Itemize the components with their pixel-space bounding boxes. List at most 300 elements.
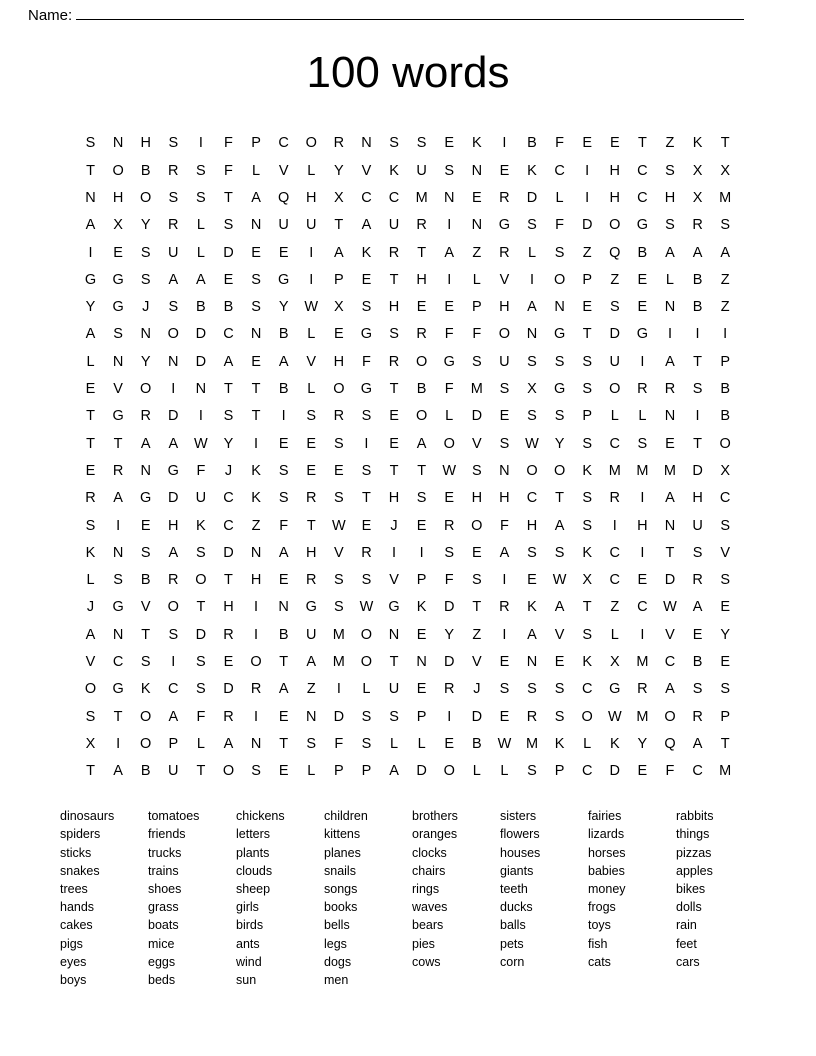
grid-cell[interactable]: R — [388, 353, 400, 370]
grid-cell[interactable]: N — [664, 408, 676, 425]
grid-cell[interactable]: C — [609, 544, 621, 561]
grid-cell[interactable]: D — [692, 462, 703, 479]
grid-cell[interactable]: F — [224, 162, 233, 179]
grid-cell[interactable]: S — [499, 435, 510, 452]
word-list-item[interactable]: waves — [412, 900, 448, 915]
grid-cell[interactable]: E — [665, 435, 675, 452]
word-list-item[interactable]: mice — [148, 936, 175, 951]
word-list-item[interactable]: chairs — [412, 863, 446, 878]
grid-cell[interactable]: S — [527, 217, 537, 234]
word-list-item[interactable]: fairies — [588, 809, 622, 824]
grid-cell[interactable]: P — [471, 299, 482, 316]
grid-cell[interactable]: E — [499, 408, 510, 425]
grid-cell[interactable]: R — [416, 217, 427, 234]
word-list-item[interactable]: tomatoes — [148, 809, 200, 824]
grid-cell[interactable]: D — [609, 326, 621, 343]
grid-cell[interactable]: S — [582, 626, 593, 643]
grid-cell[interactable]: T — [693, 353, 702, 370]
grid-cell[interactable]: S — [223, 408, 234, 425]
grid-cell[interactable]: G — [112, 299, 124, 316]
grid-cell[interactable]: E — [444, 299, 455, 316]
word-list-item[interactable]: grass — [148, 900, 179, 915]
grid-cell[interactable]: K — [527, 599, 537, 616]
grid-cell[interactable]: F — [362, 353, 371, 370]
grid-cell[interactable]: C — [223, 326, 234, 343]
grid-cell[interactable]: Q — [664, 735, 676, 752]
grid-cell[interactable]: I — [502, 626, 507, 643]
grid-cell[interactable]: D — [333, 708, 345, 725]
grid-cell[interactable]: S — [168, 189, 179, 206]
word-list-item[interactable]: sheep — [236, 881, 271, 896]
grid-cell[interactable]: N — [278, 599, 289, 616]
grid-cell[interactable]: K — [609, 735, 620, 752]
grid-cell[interactable]: S — [471, 462, 482, 479]
grid-cell[interactable]: A — [85, 626, 96, 643]
word-list-item[interactable]: ducks — [500, 900, 533, 915]
grid-cell[interactable]: C — [637, 599, 648, 616]
grid-cell[interactable]: N — [112, 135, 124, 152]
grid-cell[interactable]: F — [334, 735, 344, 752]
grid-cell[interactable]: O — [553, 462, 566, 479]
grid-cell[interactable]: S — [637, 435, 648, 452]
name-input-line[interactable] — [76, 4, 744, 20]
grid-cell[interactable]: B — [196, 299, 206, 316]
grid-cell[interactable]: G — [112, 599, 124, 616]
grid-cell[interactable]: N — [250, 326, 262, 343]
grid-cell[interactable]: N — [112, 626, 124, 643]
word-list-item[interactable]: spiders — [60, 827, 101, 842]
grid-cell[interactable]: E — [251, 353, 261, 370]
grid-cell[interactable]: E — [361, 517, 372, 534]
grid-cell[interactable]: V — [389, 572, 399, 589]
grid-cell[interactable]: P — [251, 135, 261, 152]
grid-cell[interactable]: I — [281, 408, 286, 425]
grid-cell[interactable]: S — [527, 353, 537, 370]
grid-cell[interactable]: C — [692, 763, 703, 780]
grid-cell[interactable]: S — [665, 217, 675, 234]
grid-cell[interactable]: L — [527, 244, 537, 261]
grid-cell[interactable]: S — [389, 708, 399, 725]
grid-cell[interactable]: R — [637, 381, 648, 398]
grid-cell[interactable]: M — [636, 654, 649, 671]
grid-cell[interactable]: S — [692, 381, 703, 398]
word-list-item[interactable]: money — [588, 881, 626, 896]
grid-cell[interactable]: S — [554, 353, 565, 370]
grid-cell[interactable]: S — [665, 162, 675, 179]
grid-cell[interactable]: V — [471, 435, 482, 452]
grid-cell[interactable]: O — [250, 654, 262, 671]
grid-cell[interactable]: K — [582, 544, 593, 561]
grid-cell[interactable]: S — [196, 162, 206, 179]
grid-cell[interactable]: I — [254, 599, 259, 616]
word-list-item[interactable]: girls — [236, 900, 259, 915]
grid-cell[interactable]: P — [361, 763, 372, 780]
grid-cell[interactable]: R — [306, 490, 317, 507]
grid-cell[interactable]: S — [527, 763, 537, 780]
word-list-item[interactable]: oranges — [412, 827, 458, 842]
grid-cell[interactable]: O — [719, 435, 731, 452]
grid-cell[interactable]: E — [692, 626, 703, 643]
grid-cell[interactable]: T — [720, 135, 730, 152]
grid-cell[interactable]: P — [416, 572, 427, 589]
grid-cell[interactable]: T — [417, 462, 427, 479]
word-list-item[interactable]: boys — [60, 972, 87, 987]
word-list-item[interactable]: feet — [676, 936, 697, 951]
grid-cell[interactable]: U — [195, 490, 207, 507]
grid-cell[interactable]: I — [171, 654, 176, 671]
word-list-item[interactable]: babies — [588, 863, 625, 878]
grid-cell[interactable]: C — [554, 162, 565, 179]
grid-cell[interactable]: R — [692, 217, 703, 234]
grid-cell[interactable]: S — [196, 544, 206, 561]
grid-cell[interactable]: A — [334, 244, 344, 261]
grid-cell[interactable]: R — [609, 490, 621, 507]
grid-cell[interactable]: E — [637, 299, 648, 316]
word-list-item[interactable]: chickens — [236, 809, 285, 824]
grid-cell[interactable]: S — [720, 681, 730, 698]
grid-cell[interactable]: S — [140, 544, 151, 561]
grid-cell[interactable]: Y — [223, 435, 234, 452]
grid-cell[interactable]: P — [334, 763, 344, 780]
grid-cell[interactable]: S — [582, 381, 593, 398]
grid-cell[interactable]: W — [442, 462, 457, 479]
grid-cell[interactable]: H — [499, 490, 510, 507]
grid-cell[interactable]: V — [471, 654, 482, 671]
grid-cell[interactable]: O — [471, 517, 483, 534]
grid-cell[interactable]: A — [223, 735, 234, 752]
grid-cell[interactable]: X — [334, 299, 344, 316]
grid-cell[interactable]: S — [692, 681, 703, 698]
word-list-item[interactable]: boats — [148, 918, 179, 933]
grid-cell[interactable]: Q — [278, 189, 290, 206]
grid-cell[interactable]: I — [640, 490, 645, 507]
grid-cell[interactable]: B — [527, 135, 537, 152]
grid-cell[interactable]: N — [471, 217, 483, 234]
grid-cell[interactable]: B — [140, 572, 151, 589]
grid-cell[interactable]: M — [663, 462, 677, 479]
grid-cell[interactable]: E — [306, 462, 317, 479]
grid-cell[interactable]: H — [112, 189, 124, 206]
grid-cell[interactable]: L — [196, 217, 205, 234]
grid-cell[interactable]: L — [610, 408, 619, 425]
grid-cell[interactable]: V — [306, 353, 317, 370]
grid-cell[interactable]: O — [443, 435, 455, 452]
grid-cell[interactable]: O — [305, 135, 317, 152]
grid-cell[interactable]: A — [278, 544, 289, 561]
grid-cell[interactable]: L — [472, 271, 481, 288]
word-list-item[interactable]: cakes — [60, 918, 93, 933]
grid-cell[interactable]: X — [113, 217, 123, 234]
word-list-item[interactable]: rain — [676, 918, 697, 933]
grid-cell[interactable]: D — [195, 353, 207, 370]
grid-cell[interactable]: C — [609, 572, 621, 589]
grid-cell[interactable]: T — [86, 408, 95, 425]
grid-cell[interactable]: E — [499, 162, 510, 179]
word-list-item[interactable]: corn — [500, 954, 525, 969]
grid-cell[interactable]: O — [140, 735, 152, 752]
grid-cell[interactable]: O — [167, 599, 179, 616]
grid-cell[interactable]: A — [278, 353, 289, 370]
grid-cell[interactable]: S — [334, 599, 344, 616]
word-list-item[interactable]: teeth — [500, 881, 528, 896]
grid-cell[interactable]: T — [555, 490, 565, 507]
grid-cell[interactable]: O — [360, 654, 373, 671]
grid-cell[interactable]: L — [638, 408, 647, 425]
grid-cell[interactable]: B — [278, 381, 289, 398]
grid-cell[interactable]: I — [447, 708, 452, 725]
grid-cell[interactable]: T — [251, 381, 261, 398]
grid-cell[interactable]: I — [640, 626, 645, 643]
grid-cell[interactable]: H — [637, 517, 648, 534]
grid-cell[interactable]: S — [168, 135, 179, 152]
grid-cell[interactable]: Z — [306, 681, 316, 698]
grid-cell[interactable]: C — [168, 681, 179, 698]
grid-cell[interactable]: P — [168, 735, 179, 752]
grid-cell[interactable]: O — [360, 626, 373, 643]
grid-cell[interactable]: N — [361, 135, 372, 152]
grid-cell[interactable]: H — [140, 135, 151, 152]
grid-cell[interactable]: Y — [140, 217, 151, 234]
grid-cell[interactable]: V — [554, 626, 565, 643]
grid-cell[interactable]: U — [692, 517, 703, 534]
grid-cell[interactable]: N — [168, 353, 179, 370]
grid-cell[interactable]: O — [140, 708, 152, 725]
grid-cell[interactable]: S — [196, 654, 206, 671]
grid-cell[interactable]: U — [416, 162, 427, 179]
grid-cell[interactable]: J — [224, 462, 233, 479]
grid-cell[interactable]: Y — [720, 626, 730, 643]
grid-cell[interactable]: X — [527, 381, 537, 398]
grid-cell[interactable]: N — [526, 326, 538, 343]
grid-cell[interactable]: B — [637, 244, 648, 261]
word-list-item[interactable]: beds — [148, 972, 176, 987]
grid-cell[interactable]: B — [471, 735, 482, 752]
word-list-item[interactable]: dinosaurs — [60, 809, 115, 824]
grid-cell[interactable]: S — [527, 408, 537, 425]
grid-cell[interactable]: S — [499, 381, 510, 398]
grid-cell[interactable]: I — [447, 271, 452, 288]
grid-cell[interactable]: S — [306, 408, 317, 425]
grid-cell[interactable]: L — [252, 162, 261, 179]
word-list-item[interactable]: kittens — [324, 827, 361, 842]
word-list-item[interactable]: horses — [588, 845, 626, 860]
grid-cell[interactable]: R — [112, 462, 124, 479]
grid-cell[interactable]: E — [278, 763, 289, 780]
grid-cell[interactable]: T — [693, 435, 702, 452]
grid-cell[interactable]: W — [332, 517, 346, 534]
grid-cell[interactable]: I — [254, 626, 259, 643]
grid-cell[interactable]: F — [665, 763, 675, 780]
grid-cell[interactable]: S — [471, 353, 482, 370]
grid-cell[interactable]: E — [637, 572, 648, 589]
grid-cell[interactable]: F — [224, 135, 233, 152]
grid-cell[interactable]: D — [471, 708, 483, 725]
grid-cell[interactable]: S — [278, 490, 289, 507]
grid-cell[interactable]: M — [332, 654, 345, 671]
grid-cell[interactable]: N — [112, 353, 124, 370]
grid-cell[interactable]: I — [116, 517, 121, 534]
grid-cell[interactable]: N — [85, 189, 96, 206]
grid-cell[interactable]: S — [554, 544, 565, 561]
grid-cell[interactable]: S — [85, 135, 96, 152]
grid-cell[interactable]: M — [525, 735, 539, 752]
grid-cell[interactable]: K — [361, 244, 372, 261]
grid-cell[interactable]: D — [223, 681, 234, 698]
word-list-item[interactable]: pizzas — [676, 845, 712, 860]
word-list-item[interactable]: sticks — [60, 845, 92, 860]
grid-cell[interactable]: S — [334, 435, 344, 452]
grid-cell[interactable]: N — [250, 217, 262, 234]
grid-cell[interactable]: D — [526, 189, 538, 206]
word-list-item[interactable]: bears — [412, 918, 444, 933]
grid-cell[interactable]: C — [361, 189, 372, 206]
grid-cell[interactable]: W — [525, 435, 539, 452]
grid-cell[interactable]: P — [582, 271, 593, 288]
grid-cell[interactable]: A — [665, 244, 675, 261]
grid-cell[interactable]: E — [389, 435, 399, 452]
word-list-item[interactable]: sun — [236, 972, 257, 987]
word-list-item[interactable]: toys — [588, 918, 611, 933]
grid-cell[interactable]: E — [637, 271, 648, 288]
grid-cell[interactable]: T — [582, 326, 592, 343]
grid-cell[interactable]: I — [585, 189, 590, 206]
grid-cell[interactable]: L — [665, 271, 674, 288]
grid-cell[interactable]: D — [664, 572, 676, 589]
grid-cell[interactable]: F — [444, 572, 454, 589]
word-list-item[interactable]: books — [324, 900, 358, 915]
grid-cell[interactable]: O — [140, 381, 152, 398]
grid-cell[interactable]: T — [113, 435, 123, 452]
grid-cell[interactable]: S — [306, 735, 317, 752]
grid-cell[interactable]: L — [307, 381, 316, 398]
grid-cell[interactable]: C — [112, 654, 124, 671]
grid-cell[interactable]: T — [196, 763, 206, 780]
grid-cell[interactable]: S — [527, 544, 537, 561]
grid-cell[interactable]: G — [167, 462, 179, 479]
word-list-item[interactable]: flowers — [500, 827, 540, 842]
word-list-item[interactable]: legs — [324, 936, 347, 951]
grid-cell[interactable]: S — [582, 490, 593, 507]
grid-cell[interactable]: F — [555, 135, 565, 152]
grid-cell[interactable]: W — [359, 599, 374, 616]
grid-cell[interactable]: R — [140, 408, 151, 425]
grid-cell[interactable]: I — [585, 162, 590, 179]
grid-cell[interactable]: X — [692, 162, 703, 179]
grid-cell[interactable]: A — [720, 244, 730, 261]
grid-cell[interactable]: H — [333, 353, 345, 370]
grid-cell[interactable]: R — [692, 708, 703, 725]
grid-cell[interactable]: K — [416, 599, 427, 616]
grid-cell[interactable]: R — [361, 544, 372, 561]
grid-cell[interactable]: L — [583, 735, 592, 752]
word-list-item[interactable]: clocks — [412, 845, 447, 860]
grid-cell[interactable]: Y — [637, 735, 648, 752]
grid-cell[interactable]: I — [88, 244, 93, 261]
grid-cell[interactable]: N — [140, 326, 151, 343]
grid-cell[interactable]: G — [112, 408, 124, 425]
grid-cell[interactable]: M — [719, 763, 732, 780]
grid-cell[interactable]: N — [195, 381, 207, 398]
grid-cell[interactable]: A — [168, 435, 179, 452]
grid-cell[interactable]: I — [419, 544, 424, 561]
word-list-item[interactable]: lizards — [588, 827, 625, 842]
grid-cell[interactable]: T — [86, 162, 95, 179]
grid-cell[interactable]: I — [392, 544, 397, 561]
grid-cell[interactable]: S — [251, 299, 261, 316]
grid-cell[interactable]: R — [333, 135, 345, 152]
grid-cell[interactable]: I — [695, 326, 700, 343]
grid-cell[interactable]: E — [334, 326, 344, 343]
grid-cell[interactable]: H — [471, 490, 483, 507]
grid-cell[interactable]: S — [471, 572, 482, 589]
grid-cell[interactable]: I — [502, 572, 507, 589]
word-list-item[interactable]: wind — [236, 954, 262, 969]
grid-cell[interactable]: I — [116, 735, 121, 752]
word-list-item[interactable]: rabbits — [676, 809, 714, 824]
grid-cell[interactable]: T — [196, 599, 206, 616]
grid-cell[interactable]: C — [581, 763, 593, 780]
grid-cell[interactable]: U — [168, 763, 179, 780]
grid-cell[interactable]: T — [279, 654, 289, 671]
grid-cell[interactable]: S — [251, 271, 261, 288]
grid-cell[interactable]: I — [254, 435, 259, 452]
grid-cell[interactable]: H — [692, 490, 703, 507]
grid-cell[interactable]: H — [223, 599, 234, 616]
grid-cell[interactable]: R — [416, 326, 427, 343]
grid-cell[interactable]: L — [389, 735, 399, 752]
grid-cell[interactable]: H — [388, 299, 400, 316]
grid-cell[interactable]: E — [389, 408, 399, 425]
grid-cell[interactable]: E — [278, 244, 289, 261]
grid-cell[interactable]: G — [443, 353, 455, 370]
grid-cell[interactable]: X — [334, 189, 344, 206]
grid-cell[interactable]: V — [85, 654, 96, 671]
grid-cell[interactable]: R — [306, 572, 317, 589]
word-list-item[interactable]: trucks — [148, 845, 182, 860]
grid-cell[interactable]: R — [168, 217, 179, 234]
word-list-item[interactable]: plants — [236, 845, 270, 860]
grid-cell[interactable]: O — [84, 681, 97, 698]
grid-cell[interactable]: R — [388, 244, 400, 261]
grid-cell[interactable]: K — [85, 544, 96, 561]
grid-cell[interactable]: R — [499, 599, 510, 616]
grid-cell[interactable]: N — [416, 654, 427, 671]
grid-cell[interactable]: C — [388, 189, 400, 206]
grid-cell[interactable]: F — [472, 326, 482, 343]
grid-cell[interactable]: N — [554, 299, 565, 316]
grid-cell[interactable]: R — [499, 189, 510, 206]
grid-cell[interactable]: N — [664, 517, 676, 534]
grid-cell[interactable]: K — [389, 162, 399, 179]
grid-cell[interactable]: N — [499, 462, 510, 479]
grid-cell[interactable]: N — [112, 544, 124, 561]
grid-cell[interactable]: S — [389, 326, 399, 343]
grid-cell[interactable]: A — [444, 244, 455, 261]
grid-cell[interactable]: V — [113, 381, 123, 398]
grid-cell[interactable]: O — [609, 381, 621, 398]
word-list-item[interactable]: rings — [412, 881, 440, 896]
grid-cell[interactable]: L — [610, 626, 619, 643]
grid-cell[interactable]: E — [554, 654, 565, 671]
grid-cell[interactable]: S — [692, 544, 703, 561]
grid-cell[interactable]: C — [637, 162, 648, 179]
grid-cell[interactable]: X — [582, 572, 593, 589]
grid-cell[interactable]: Y — [554, 435, 565, 452]
grid-cell[interactable]: E — [306, 435, 317, 452]
grid-cell[interactable]: E — [416, 299, 427, 316]
grid-cell[interactable]: D — [168, 408, 179, 425]
grid-cell[interactable]: D — [416, 763, 427, 780]
